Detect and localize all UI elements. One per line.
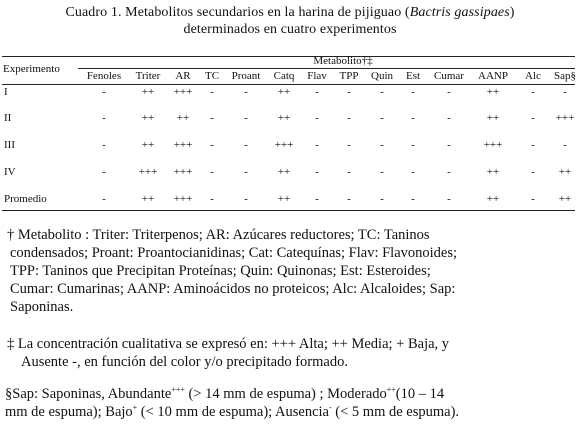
caption-prefix: Cuadro 1. Metabolitos secundarios en la harina de pijiguao ( bbox=[65, 5, 410, 20]
table-cell: - bbox=[411, 193, 415, 205]
table-cell: - bbox=[315, 112, 319, 124]
row-label: II bbox=[4, 112, 12, 124]
table-cell: +++ bbox=[555, 112, 575, 124]
table-cell: - bbox=[380, 193, 384, 205]
table-cell: ++ bbox=[486, 112, 500, 124]
table-cell: - bbox=[347, 139, 351, 151]
column-header: Sap§ bbox=[554, 70, 576, 82]
table-cell: - bbox=[315, 166, 319, 178]
table-cell: - bbox=[563, 86, 567, 98]
table-cell: - bbox=[447, 139, 451, 151]
table-cell: - bbox=[447, 112, 451, 124]
table-cell: - bbox=[210, 139, 214, 151]
table-cell: - bbox=[347, 86, 351, 98]
section-note-line-2 bbox=[5, 403, 575, 421]
table-cell: - bbox=[380, 86, 384, 98]
section-text: §Sap: Saponinas, Abundante bbox=[5, 386, 172, 402]
table-cell: +++ bbox=[173, 86, 193, 98]
section-sup: ++ bbox=[386, 385, 396, 395]
column-header: Alc bbox=[525, 70, 541, 82]
ddagger-note-line: ‡ La concentración cualitativa se expresó en: +++ Alta; ++ Media; + Baja, y bbox=[7, 336, 450, 352]
section-sup: +++ bbox=[171, 385, 185, 395]
table-cell: - bbox=[102, 193, 106, 205]
row-label: I bbox=[4, 86, 8, 98]
table-cell: - bbox=[411, 86, 415, 98]
table-cell: - bbox=[210, 193, 214, 205]
table-cell: - bbox=[102, 86, 106, 98]
metabolite-group-header: Metabolito†‡ bbox=[313, 55, 373, 67]
column-header: AANP bbox=[478, 70, 508, 82]
table-cell: - bbox=[411, 166, 415, 178]
table-cell: ++ bbox=[486, 166, 500, 178]
row-label: IV bbox=[4, 166, 16, 178]
table-cell: - bbox=[411, 139, 415, 151]
table-cell: - bbox=[411, 112, 415, 124]
section-note-line-1 bbox=[5, 385, 575, 403]
table-cell: - bbox=[210, 86, 214, 98]
table-bottom-rule bbox=[2, 210, 575, 211]
caption-species: Bactris gassipaes bbox=[409, 5, 510, 20]
caption-line-1 bbox=[0, 4, 580, 21]
dagger-note-line: TPP: Taninos que Precipitan Proteínas; Quin: Quinonas; Est: Esteroides; bbox=[10, 263, 431, 279]
column-header: Catq bbox=[273, 70, 295, 82]
table-cell: - bbox=[380, 139, 384, 151]
caption-suffix: ) bbox=[509, 5, 515, 20]
table-cell: - bbox=[531, 139, 535, 151]
table-cell: - bbox=[244, 112, 248, 124]
table-cell: - bbox=[315, 193, 319, 205]
column-header: Cumar bbox=[434, 70, 464, 82]
table-cell: - bbox=[210, 112, 214, 124]
column-header: Fenoles bbox=[86, 70, 122, 82]
caption-line-2: determinados en cuatro experimentos bbox=[183, 22, 397, 37]
table-cell: +++ bbox=[138, 166, 158, 178]
table-cell: ++ bbox=[141, 112, 155, 124]
column-header: Triter bbox=[135, 70, 161, 82]
table-cell: ++ bbox=[277, 166, 291, 178]
ddagger-note bbox=[7, 335, 577, 371]
table-cell: - bbox=[447, 166, 451, 178]
table-cell: ++ bbox=[141, 86, 155, 98]
section-text: (10 – 14 bbox=[395, 386, 445, 402]
table-cell: ++ bbox=[558, 166, 572, 178]
column-header: Est bbox=[405, 70, 421, 82]
section-sup: - bbox=[328, 403, 332, 413]
dagger-note-line: Saponinas. bbox=[10, 299, 74, 315]
section-text: (< 5 mm de espuma). bbox=[331, 404, 460, 420]
table-cell: - bbox=[531, 112, 535, 124]
table-cell: ++ bbox=[141, 139, 155, 151]
section-text: (> 14 mm de espuma) ; Moderado bbox=[184, 386, 387, 402]
section-text: mm de espuma); Bajo bbox=[5, 404, 133, 420]
table-cell: +++ bbox=[173, 166, 193, 178]
header-bottom-rule bbox=[2, 84, 575, 85]
table-cell: - bbox=[563, 139, 567, 151]
table-cell: - bbox=[102, 139, 106, 151]
ddagger-note-line: Ausente -, en función del color y/o precipitado formado. bbox=[21, 354, 348, 370]
table-cell: - bbox=[447, 86, 451, 98]
table-cell: - bbox=[347, 166, 351, 178]
table-cell: ++ bbox=[277, 86, 291, 98]
table-cell: ++ bbox=[141, 193, 155, 205]
table-cell: - bbox=[347, 112, 351, 124]
table-cell: - bbox=[531, 166, 535, 178]
table-cell: - bbox=[315, 86, 319, 98]
column-header: Proant bbox=[231, 70, 261, 82]
table-cell: - bbox=[244, 139, 248, 151]
dagger-note bbox=[7, 226, 577, 316]
experiment-column-header: Experimento bbox=[3, 63, 60, 75]
row-label: Promedio bbox=[4, 193, 47, 205]
table-cell: +++ bbox=[173, 139, 193, 151]
table-cell: - bbox=[447, 193, 451, 205]
column-header: TPP bbox=[339, 70, 359, 82]
table-cell: ++ bbox=[176, 112, 190, 124]
table-cell: - bbox=[380, 166, 384, 178]
table-cell: ++ bbox=[486, 86, 500, 98]
dagger-note-line: condensados; Proant: Proantocianidinas; Cat: Catequínas; Flav: Flavonoides; bbox=[10, 245, 458, 261]
column-header: Flav bbox=[307, 70, 327, 82]
column-header: AR bbox=[175, 70, 191, 82]
table-cell: ++ bbox=[486, 193, 500, 205]
table-cell: - bbox=[347, 193, 351, 205]
table-cell: ++ bbox=[277, 112, 291, 124]
table-cell: - bbox=[244, 193, 248, 205]
table-cell: - bbox=[531, 193, 535, 205]
table-cell: - bbox=[244, 86, 248, 98]
dagger-note-line: Cumar: Cumarinas; AANP: Aminoácidos no proteicos; Alc: Alcaloides; Sap: bbox=[10, 281, 456, 297]
section-text: (< 10 mm de espuma); Ausencia bbox=[137, 404, 329, 420]
table-cell: - bbox=[380, 112, 384, 124]
table-caption bbox=[0, 4, 580, 38]
table-cell: ++ bbox=[558, 193, 572, 205]
table-top-rule bbox=[2, 56, 575, 57]
table-cell: +++ bbox=[483, 139, 503, 151]
table-cell: ++ bbox=[277, 193, 291, 205]
table-cell: +++ bbox=[274, 139, 294, 151]
row-label: III bbox=[4, 139, 15, 151]
table-cell: - bbox=[102, 166, 106, 178]
group-header-rule bbox=[78, 68, 575, 69]
table-cell: +++ bbox=[173, 193, 193, 205]
table-cell: - bbox=[244, 166, 248, 178]
section-note bbox=[5, 385, 575, 421]
table-cell: - bbox=[210, 166, 214, 178]
column-header: TC bbox=[204, 70, 220, 82]
table-cell: - bbox=[531, 86, 535, 98]
dagger-note-line: † Metabolito : Triter: Triterpenos; AR: Azúcares reductores; TC: Taninos bbox=[7, 227, 430, 243]
table-cell: - bbox=[102, 112, 106, 124]
section-sup: + bbox=[132, 403, 138, 413]
column-header: Quin bbox=[371, 70, 393, 82]
table-cell: - bbox=[315, 139, 319, 151]
